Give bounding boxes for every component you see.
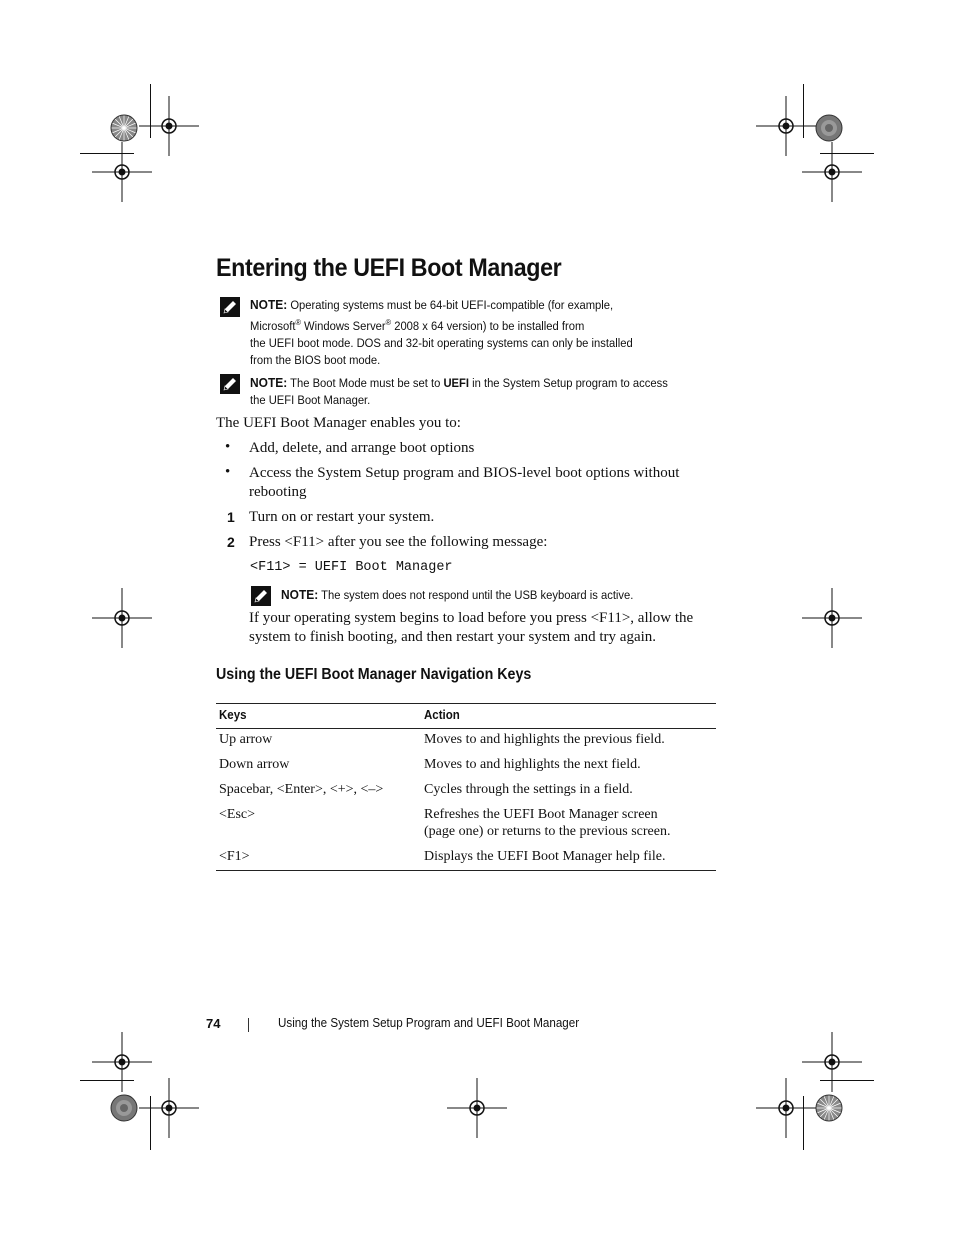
note-1: NOTE: Operating systems must be 64-bit UEFI-compatible (for example, Microsoft® Windows Server® 2008 x 64 version) to be installed from the UEFI boot mode. DOS and 32-bit operating systems can only be installed from the BIOS boot mode.: [250, 297, 633, 368]
table-bottom-rule: [216, 870, 716, 871]
pencil-note-icon: [219, 296, 241, 318]
crop-line: [820, 1080, 874, 1081]
navigation-keys-table: [216, 703, 716, 873]
registration-mark-icon: [92, 588, 152, 648]
pencil-note-icon: [219, 373, 241, 395]
step-number: 2: [227, 534, 235, 550]
registered-mark: ®: [295, 318, 301, 327]
table-cell-key: <Esc>: [219, 807, 256, 822]
table-cell-action: Displays the UEFI Boot Manager help file.: [424, 849, 666, 864]
after-note-text: If your operating system begins to load before you press <F11>, allow the system to finish booting, and then restart your system and try again.: [249, 610, 694, 645]
note-label: NOTE:: [250, 297, 288, 312]
table-header-action: Action: [424, 708, 460, 722]
registration-mark-icon: [447, 1078, 507, 1138]
table-cell-action: Moves to and highlights the previous field.: [424, 732, 665, 747]
registration-mark-icon: [756, 1078, 816, 1138]
rosette-icon: [815, 114, 843, 142]
table-header-rule: [216, 728, 716, 729]
table-cell-key: Down arrow: [219, 757, 290, 772]
step-text: Press <F11> after you see the following message:: [249, 534, 548, 550]
intro-text: The UEFI Boot Manager enables you to:: [216, 415, 461, 431]
bullet-marker: •: [225, 464, 231, 480]
step-number: 1: [227, 509, 235, 525]
step-text: Turn on or restart your system.: [249, 509, 435, 525]
table-cell-action: Cycles through the settings in a field.: [424, 782, 633, 797]
table-cell-action: Moves to and highlights the next field.: [424, 757, 641, 772]
table-cell-action: Refreshes the UEFI Boot Manager screen (page one) or returns to the previous screen.: [424, 807, 671, 839]
note-3: NOTE: The system does not respond until the USB keyboard is active.: [281, 587, 634, 602]
registration-mark-icon: [802, 588, 862, 648]
note-2: NOTE: The Boot Mode must be set to UEFI in the System Setup program to access the UEFI Boot Manager.: [250, 375, 668, 407]
rosette-icon: [110, 1094, 138, 1122]
table-header-keys: Keys: [219, 708, 247, 722]
note-label: NOTE:: [281, 587, 319, 602]
table-cell-key: Up arrow: [219, 732, 273, 747]
rosette-icon: [815, 1094, 843, 1122]
table-top-rule: [216, 703, 716, 704]
crop-line: [820, 153, 874, 154]
registered-mark: ®: [385, 318, 392, 327]
registration-mark-icon: [92, 142, 152, 202]
registration-mark-icon: [139, 1078, 199, 1138]
section-subheading: Using the UEFI Boot Manager Navigation Keys: [216, 666, 532, 683]
bullet-marker: •: [225, 439, 231, 455]
table-cell-key: Spacebar, <Enter>, <+>, <–>: [219, 782, 384, 797]
note-label: NOTE:: [250, 375, 288, 390]
boot-message-code: <F11> = UEFI Boot Manager: [250, 560, 453, 575]
bullet-item: Add, delete, and arrange boot options: [249, 440, 475, 456]
crop-line: [80, 1080, 134, 1081]
footer-separator: [248, 1018, 249, 1032]
registration-mark-icon: [802, 142, 862, 202]
bullet-item: Access the System Setup program and BIOS-level boot options without rebooting: [249, 465, 680, 500]
running-title: Using the System Setup Program and UEFI Boot Manager: [278, 1016, 580, 1030]
pencil-note-icon: [250, 585, 272, 607]
page-title: Entering the UEFI Boot Manager: [216, 254, 562, 282]
table-cell-key: <F1>: [219, 849, 250, 864]
page-number: 74: [206, 1016, 221, 1031]
rosette-icon: [110, 114, 138, 142]
crop-line: [80, 153, 134, 154]
